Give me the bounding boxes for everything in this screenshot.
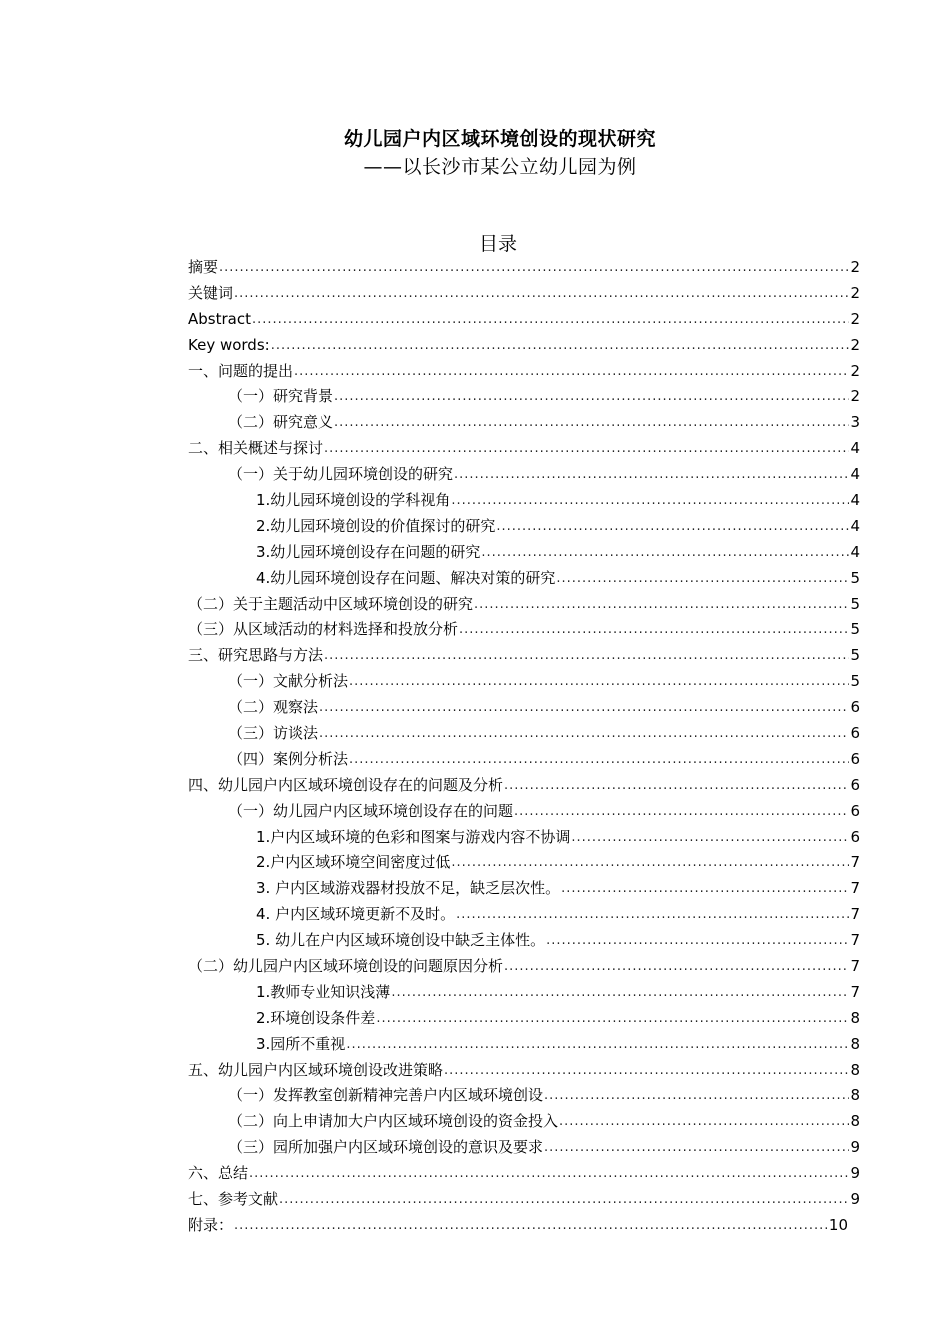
toc-leader-dots	[391, 980, 849, 1006]
toc-entry-page-number: 6	[850, 827, 860, 846]
toc-entry-page-number: 10	[828, 1215, 848, 1234]
toc-leader-dots	[474, 592, 849, 618]
toc-leader-dots	[324, 643, 849, 669]
toc-entry-label: （一）关于幼儿园环境创设的研究	[228, 465, 454, 484]
toc-leader-dots	[319, 695, 849, 721]
toc-entry-label: 4. 户内区域环境更新不及时。	[256, 905, 456, 924]
toc-entry-page-number: 5	[850, 672, 860, 691]
toc-entry-label: 2.环境创设条件差	[256, 1008, 376, 1027]
toc-entry[interactable]	[188, 928, 860, 954]
toc-entry-page-number: 2	[850, 387, 860, 406]
toc-entry-page-number: 6	[850, 775, 860, 794]
toc-entry-page-number: 6	[850, 749, 860, 768]
toc-leader-dots	[319, 721, 849, 747]
document-subtitle: ——以长沙市某公立幼儿园为例	[363, 156, 637, 178]
toc-entry-page-number: 2	[850, 361, 860, 380]
toc-entry-label: （三）访谈法	[228, 724, 319, 743]
toc-entry-label: （二）观察法	[228, 698, 319, 717]
toc-leader-dots	[349, 747, 849, 773]
toc-entry-label: 1.户内区域环境的色彩和图案与游戏内容不协调	[256, 827, 571, 846]
toc-entry-page-number: 8	[850, 1060, 860, 1079]
toc-entry[interactable]	[188, 850, 860, 876]
toc-entry-page-number: 7	[850, 957, 860, 976]
toc-leader-dots	[279, 1187, 849, 1213]
toc-entry[interactable]	[188, 1032, 860, 1058]
toc-entry-label: （一）研究背景	[228, 387, 334, 406]
toc-entry-page-number: 4	[850, 542, 860, 561]
toc-entry-page-number: 4	[850, 516, 860, 535]
toc-entry[interactable]	[188, 1109, 860, 1135]
toc-leader-dots	[496, 514, 849, 540]
toc-leader-dots	[219, 255, 849, 281]
toc-entry[interactable]	[188, 669, 860, 695]
toc-entry-page-number: 5	[850, 646, 860, 665]
toc-entry[interactable]	[188, 1187, 860, 1213]
toc-leader-dots	[544, 1135, 849, 1161]
toc-leader-dots	[334, 410, 849, 436]
toc-entry-label: 3. 户内区域游戏器材投放不足，缺乏层次性。	[256, 879, 561, 898]
toc-entry-label: Abstract	[188, 309, 251, 328]
toc-entry-label: 3.园所不重视	[256, 1034, 346, 1053]
toc-entry-page-number: 2	[850, 335, 860, 354]
toc-entry-page-number: 9	[850, 1164, 860, 1183]
toc-entry[interactable]	[188, 255, 860, 281]
toc-leader-dots	[544, 1083, 849, 1109]
toc-entry-page-number: 6	[850, 801, 860, 820]
toc-entry[interactable]	[188, 643, 860, 669]
toc-entry-label: 1.幼儿园环境创设的学科视角	[256, 491, 451, 509]
toc-leader-dots	[561, 876, 849, 902]
toc-leader-dots	[294, 359, 849, 385]
toc-entry-label: （二）研究意义	[228, 413, 334, 432]
toc-entry-page-number: 8	[850, 1086, 860, 1105]
toc-entry-page-number: 7	[850, 853, 860, 872]
toc-leader-dots	[546, 928, 849, 954]
toc-entry-label: 4.幼儿园环境创设存在问题、解决对策的研究	[256, 568, 556, 587]
toc-leader-dots	[349, 669, 849, 695]
toc-entry-page-number: 2	[850, 283, 860, 302]
toc-entry[interactable]	[188, 566, 860, 592]
toc-entry-label: （二）关于主题活动中区域环境创设的研究	[188, 594, 474, 613]
toc-entry-page-number: 8	[850, 1112, 860, 1131]
toc-entry-page-number: 7	[850, 931, 860, 950]
toc-entry[interactable]	[188, 1058, 860, 1084]
toc-entry[interactable]	[188, 540, 860, 566]
toc-entry-page-number: 6	[850, 698, 860, 717]
toc-entry-page-number: 2	[850, 309, 860, 328]
toc-entry-label: 四、幼儿园户内区域环境创设存在的问题及分析	[188, 775, 504, 794]
toc-leader-dots	[456, 902, 849, 928]
toc-leader-dots	[252, 307, 849, 333]
toc-entry[interactable]	[188, 592, 860, 618]
toc-leader-dots	[514, 799, 849, 825]
toc-entry[interactable]	[188, 954, 860, 980]
toc-entry-label: 五、幼儿园户内区域环境创设改进策略	[188, 1060, 444, 1079]
toc-entry-label: （三）从区域活动的材料选择和投放分析	[188, 620, 459, 639]
toc-entry-label: （三）园所加强户内区域环境创设的意识及要求	[228, 1138, 544, 1157]
toc-entry-page-number: 5	[850, 594, 860, 613]
toc-entry-label: 一、问题的提出	[188, 361, 294, 380]
table-of-contents	[188, 255, 860, 1239]
toc-entry[interactable]	[188, 281, 860, 307]
toc-entry-label: 2.幼儿园环境创设的价值探讨的研究	[256, 516, 496, 535]
toc-entry-label: 关键词	[188, 283, 234, 302]
toc-entry-label: （二）幼儿园户内区域环境创设的问题原因分析	[188, 957, 504, 976]
toc-entry-label: （一）幼儿园户内区域环境创设存在的问题	[228, 801, 514, 820]
toc-entry-label: 2.户内区域环境空间密度过低	[256, 853, 451, 872]
toc-entry-page-number: 3	[850, 413, 860, 432]
toc-leader-dots	[454, 462, 849, 488]
toc-entry-label: 附录：	[188, 1215, 234, 1234]
toc-entry[interactable]	[188, 1213, 848, 1239]
toc-entry[interactable]	[188, 488, 860, 514]
toc-entry-page-number: 4	[850, 491, 860, 509]
toc-entry[interactable]	[188, 333, 860, 359]
toc-leader-dots	[451, 488, 849, 514]
toc-leader-dots	[249, 1161, 849, 1187]
toc-entry[interactable]	[188, 1135, 860, 1161]
toc-leader-dots	[504, 954, 849, 980]
toc-entry-label: （一）发挥教室创新精神完善户内区域环境创设	[228, 1086, 544, 1105]
toc-entry[interactable]	[188, 1161, 860, 1187]
toc-entry[interactable]	[188, 1084, 860, 1110]
toc-leader-dots	[444, 1058, 849, 1084]
toc-entry[interactable]	[188, 359, 860, 385]
toc-entry[interactable]	[188, 1006, 860, 1032]
toc-entry-label: （二）向上申请加大户内区域环境创设的资金投入	[228, 1112, 559, 1131]
toc-entry-page-number: 9	[850, 1138, 860, 1157]
toc-leader-dots	[334, 384, 849, 410]
toc-entry[interactable]	[188, 876, 860, 902]
toc-entry[interactable]	[188, 617, 860, 643]
toc-leader-dots	[571, 825, 849, 851]
toc-entry[interactable]	[188, 773, 860, 799]
toc-entry-page-number: 8	[850, 1008, 860, 1027]
toc-leader-dots	[459, 617, 849, 643]
toc-entry-label: 六、总结	[188, 1164, 249, 1183]
toc-entry-page-number: 9	[850, 1190, 860, 1209]
toc-entry-page-number: 8	[850, 1034, 860, 1053]
toc-entry-page-number: 4	[850, 465, 860, 484]
toc-entry[interactable]	[188, 410, 860, 436]
toc-entry[interactable]	[188, 436, 860, 462]
toc-entry-page-number: 4	[850, 439, 860, 458]
toc-leader-dots	[376, 1006, 849, 1032]
toc-leader-dots	[504, 773, 849, 799]
toc-leader-dots	[271, 333, 850, 359]
toc-entry[interactable]	[188, 902, 860, 928]
toc-entry-label: 二、相关概述与探讨	[188, 439, 324, 458]
toc-entry-label: （一）文献分析法	[228, 672, 349, 691]
toc-entry-page-number: 7	[850, 982, 860, 1001]
toc-entry[interactable]	[188, 307, 860, 333]
toc-heading: 目录	[478, 233, 517, 255]
toc-entry-label: 摘要	[188, 257, 219, 276]
toc-entry-page-number: 6	[850, 724, 860, 743]
toc-entry[interactable]	[188, 747, 860, 773]
toc-leader-dots	[481, 540, 849, 566]
toc-entry-label: （四）案例分析法	[228, 749, 349, 768]
toc-entry-label: Key words:	[188, 335, 270, 354]
toc-entry-page-number: 7	[850, 905, 860, 924]
toc-entry-page-number: 2	[850, 257, 860, 276]
toc-leader-dots	[346, 1032, 849, 1058]
toc-entry[interactable]	[188, 462, 860, 488]
toc-entry-page-number: 5	[850, 620, 860, 639]
toc-entry-page-number: 7	[850, 879, 860, 898]
toc-entry-page-number: 5	[850, 568, 860, 587]
document-title: 幼儿园户内区域环境创设的现状研究	[343, 128, 656, 150]
toc-entry-label: 1.教师专业知识浅薄	[256, 982, 391, 1001]
toc-leader-dots	[234, 1213, 828, 1239]
toc-entry[interactable]	[188, 514, 860, 540]
toc-entry[interactable]	[188, 980, 860, 1006]
toc-entry-label: 5. 幼儿在户内区域环境创设中缺乏主体性。	[256, 931, 546, 950]
toc-entry[interactable]	[188, 384, 860, 410]
toc-leader-dots	[559, 1109, 849, 1135]
toc-leader-dots	[234, 281, 849, 307]
toc-leader-dots	[324, 436, 849, 462]
toc-entry-label: 七、参考文献	[188, 1190, 279, 1209]
toc-entry[interactable]	[188, 799, 860, 825]
toc-entry[interactable]	[188, 721, 860, 747]
toc-entry[interactable]	[188, 825, 860, 851]
toc-entry-label: 三、研究思路与方法	[188, 646, 324, 665]
toc-leader-dots	[556, 566, 849, 592]
toc-leader-dots	[451, 850, 849, 876]
toc-entry[interactable]	[188, 695, 860, 721]
toc-entry-label: 3.幼儿园环境创设存在问题的研究	[256, 542, 481, 561]
